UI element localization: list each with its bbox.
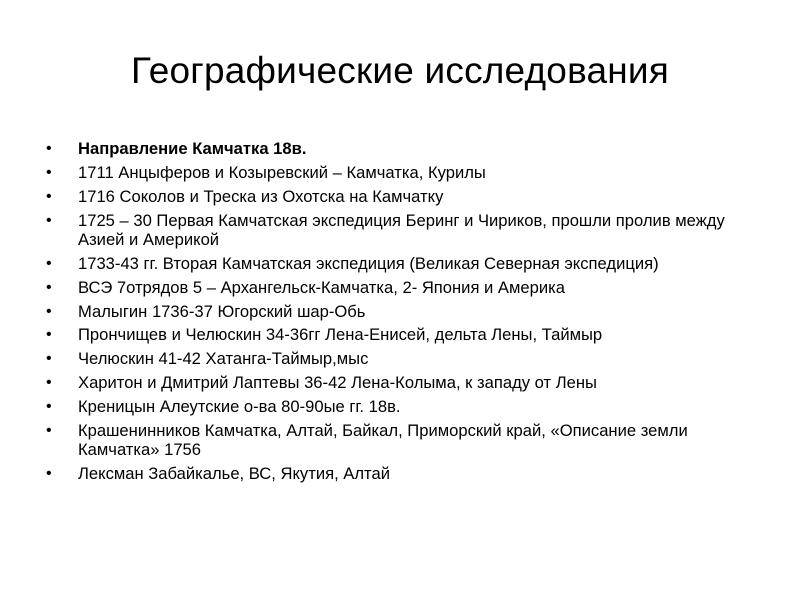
list-item xyxy=(46,279,736,298)
list-item-text: Лексман Забайкалье, ВС, Якутия, Алтай xyxy=(78,464,390,483)
bullet-icon: • xyxy=(46,187,52,205)
list-item xyxy=(46,255,736,274)
list-item xyxy=(46,164,736,183)
list-item xyxy=(46,374,736,393)
bullet-icon: • xyxy=(46,254,52,272)
list-item xyxy=(46,422,736,459)
bullet-icon: • xyxy=(46,350,52,368)
list-item xyxy=(46,188,736,207)
list-item-text: Креницын Алеутские о-ва 80-90ые гг. 18в. xyxy=(78,397,401,417)
list-item-text: ВСЭ 7отрядов 5 – Архангельск-Камчатка, 2- Япония и Америка xyxy=(78,277,565,297)
slide-title: Географические исследования xyxy=(130,50,670,91)
bullet-icon: • xyxy=(46,422,52,440)
bullet-icon: • xyxy=(46,140,52,157)
bullet-icon: • xyxy=(46,302,52,320)
bullet-icon: • xyxy=(46,163,52,181)
list-item-text: 1725 – 30 Первая Камчатская экспедиция Беринг и Чириков, прошли пролив между Азией и Америкой xyxy=(78,210,725,249)
list-item-text: Крашенинников Камчатка, Алтай, Байкал, Приморский край, «Описание земли Камчатка» 1756 xyxy=(78,421,688,460)
list-item xyxy=(46,140,736,159)
list-item xyxy=(46,465,736,484)
list-item-text: Прончищев и Челюскин 34-36гг Лена-Енисей, дельта Лены, Таймыр xyxy=(78,325,603,345)
list-item xyxy=(46,326,736,345)
list-item xyxy=(46,303,736,322)
list-item-text: Направление Камчатка 18в. xyxy=(78,139,307,158)
list-item-text: 1733-43 гг. Вторая Камчатская экспедиция (Великая Северная экспедиция) xyxy=(78,253,659,273)
bullet-icon: • xyxy=(46,465,52,482)
list-item xyxy=(46,398,736,417)
bullet-icon: • xyxy=(46,326,52,344)
bullet-icon: • xyxy=(46,374,52,392)
bullet-icon: • xyxy=(46,211,52,229)
bullet-icon: • xyxy=(46,398,52,416)
list-item-text: Челюскин 41-42 Хатанга-Таймыр,мыс xyxy=(78,349,369,369)
list-item xyxy=(46,212,736,249)
list-item-text: Харитон и Дмитрий Лаптевы 36-42 Лена-Колыма, к западу от Лены xyxy=(78,373,597,393)
list-item xyxy=(46,350,736,369)
bullet-list xyxy=(46,140,736,489)
list-item-text: 1711 Анцыферов и Козыревский – Камчатка, Курилы xyxy=(78,162,486,182)
list-item-text: 1716 Соколов и Треска из Охотска на Камчатку xyxy=(78,186,444,206)
list-item-text: Малыгин 1736-37 Югорский шар-Обь xyxy=(78,301,366,321)
bullet-icon: • xyxy=(46,278,52,296)
